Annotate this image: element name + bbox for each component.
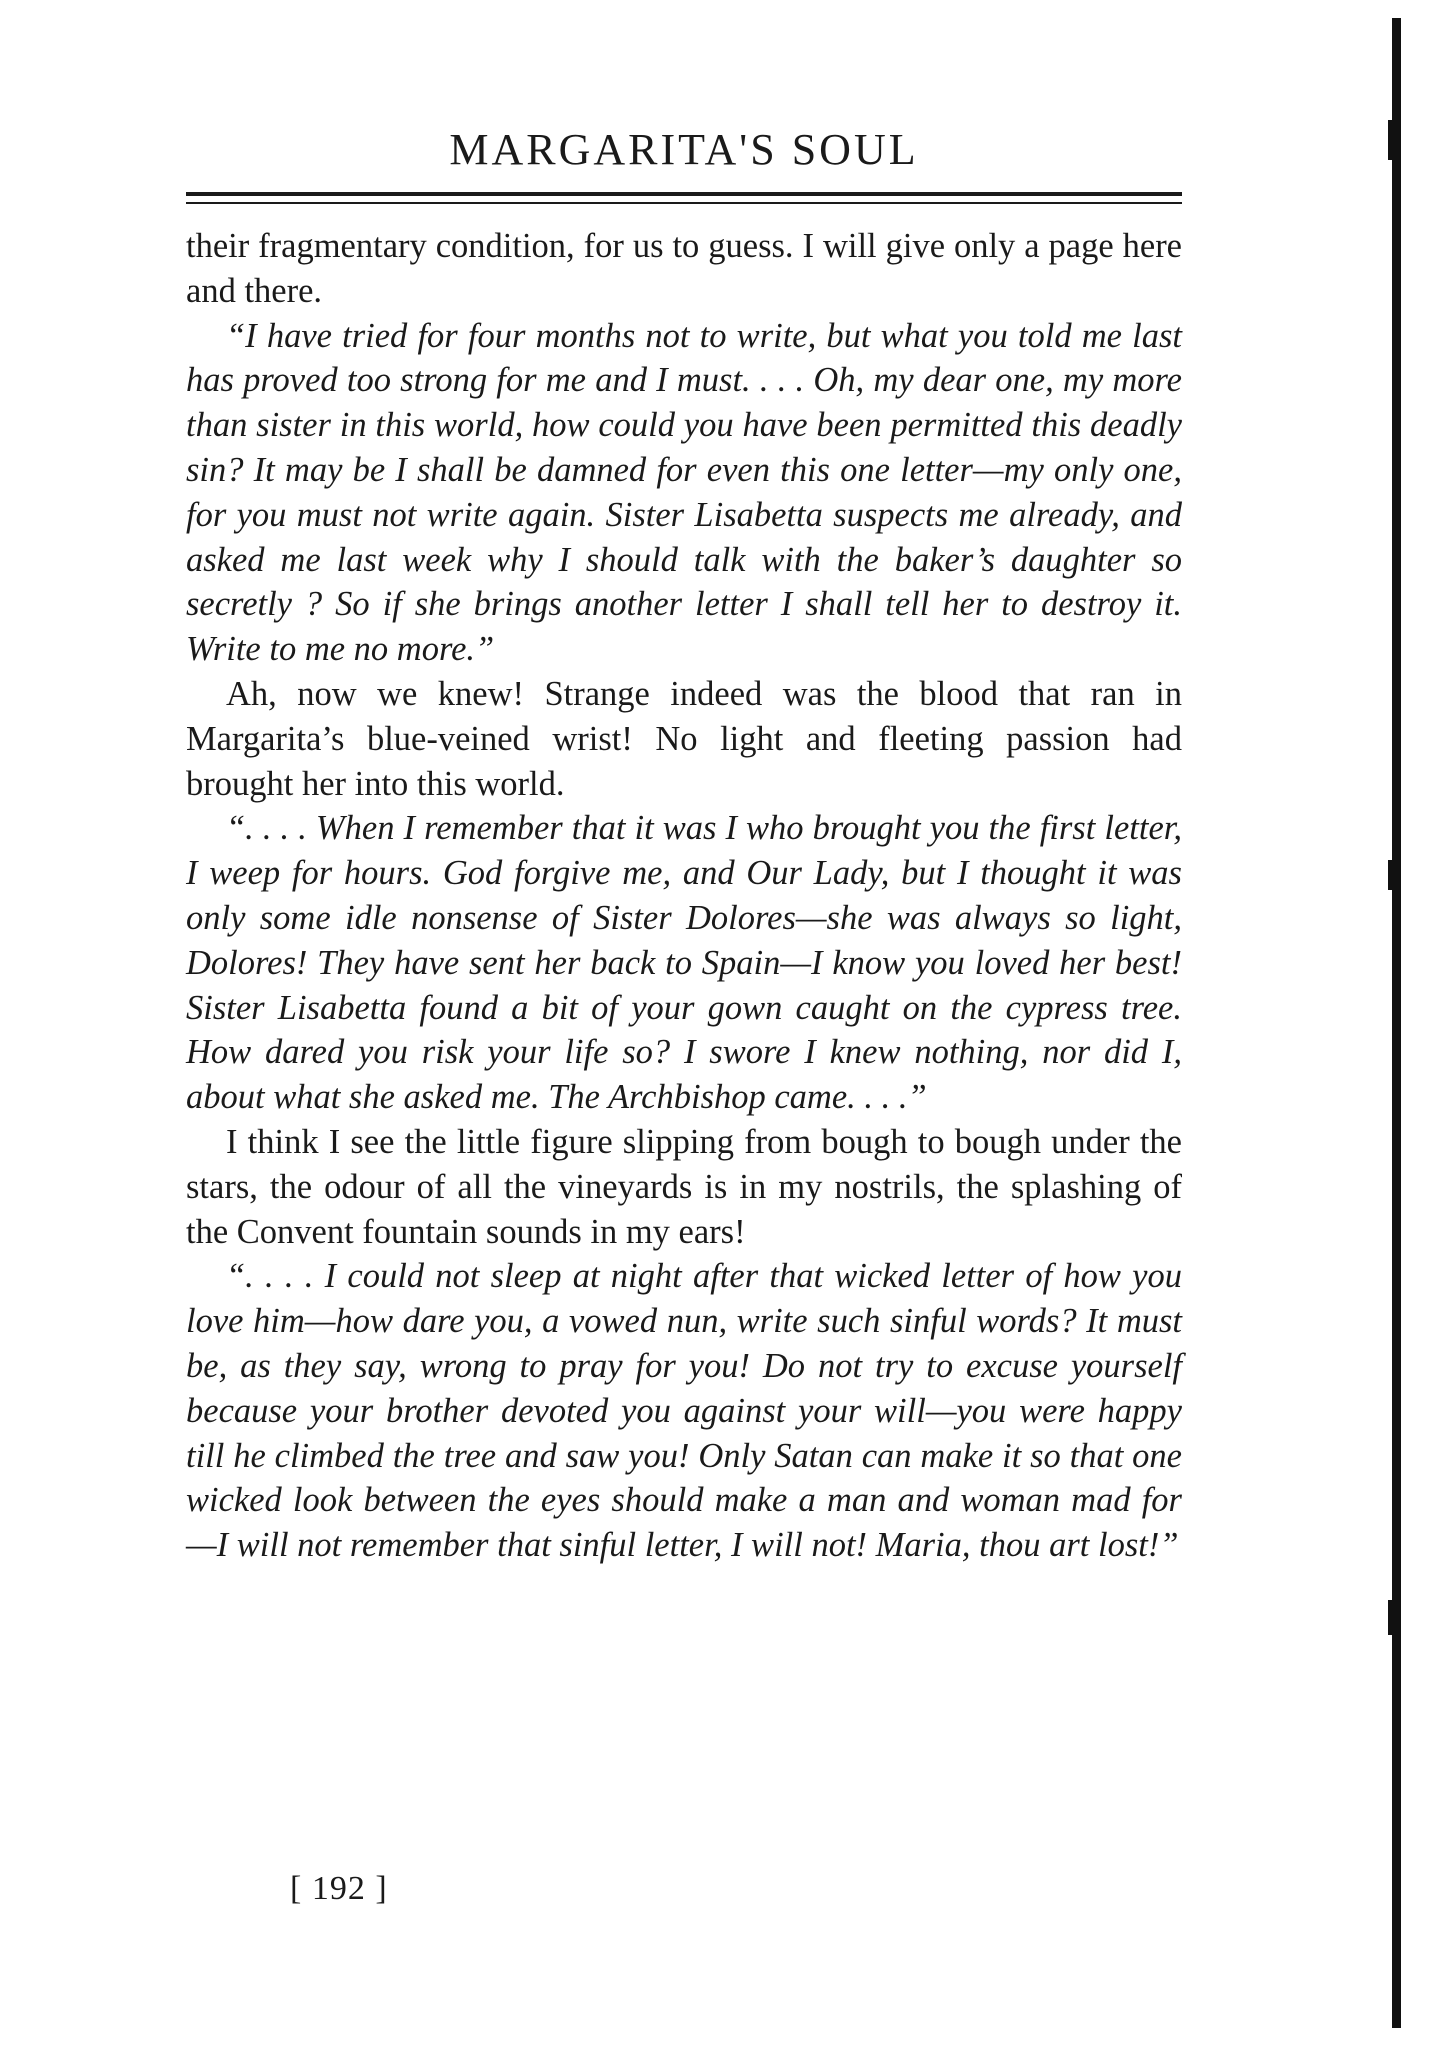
paragraph: Ah, now we knew! Strange indeed was the blood that ran in Margarita’s blue-veined wrist! No light and fleeting passion had brought her into this world. <box>186 674 1182 803</box>
letter-excerpt: “I have tried for four months not to write, but what you told me last has proved too strong for me and I must. . . . Oh, my dear one, my more than sister in this world, how could you have been permitted this deadly sin? It may be I shall be damned for even this one letter—my only one, for you must not write again. Sister Lisabetta suspects me already, and asked me last week why I should talk with the baker’s daughter so secretly ? So if she brings another letter I shall tell her to destroy it. Write to me no more.” <box>186 316 1182 669</box>
binding-edge-mark <box>1388 860 1393 890</box>
paragraph: their fragmentary condition, for us to guess. I will give only a page here and there. <box>186 227 1182 310</box>
header-rule-thick <box>186 192 1182 196</box>
page-body <box>186 224 1182 1568</box>
header-rule-thin <box>186 202 1182 204</box>
running-header: MARGARITA'S SOUL <box>449 125 919 174</box>
letter-excerpt: “. . . . When I remember that it was I who brought you the first letter, I weep for hours. God forgive me, and Our Lady, but I thought it was only some idle nonsense of Sister Dolores—she was always so light, Dolores! They have sent her back to Spain—I know you loved her best! Sister Lisabetta found a bit of your gown caught on the cypress tree. How dared you risk your life so? I swore I knew nothing, nor did I, about what she asked me. The Archbishop came. . . .” <box>186 809 1182 1117</box>
binding-edge-mark <box>1388 120 1393 160</box>
binding-edge-mark <box>1388 1600 1393 1635</box>
letter-excerpt: “. . . . I could not sleep at night after that wicked letter of how you love him—how dare you, a vowed nun, write such sinful words? It must be, as they say, wrong to pray for you! Do not try to excuse yourself because your brother devoted you against your will—you were happy till he climbed the tree and saw you! Only Satan can make it so that one wicked look between the eyes should make a man and woman mad for —I will not remember that sinful letter, I will not! Maria, thou art lost!” <box>186 1257 1182 1565</box>
paragraph: I think I see the little figure slipping from bough to bough under the stars, the odour of all the vineyards is in my nostrils, the splashing of the Convent fountain sounds in my ears! <box>186 1122 1182 1251</box>
page-number: [ 192 ] <box>290 1870 388 1907</box>
binding-edge <box>1392 18 1401 2028</box>
